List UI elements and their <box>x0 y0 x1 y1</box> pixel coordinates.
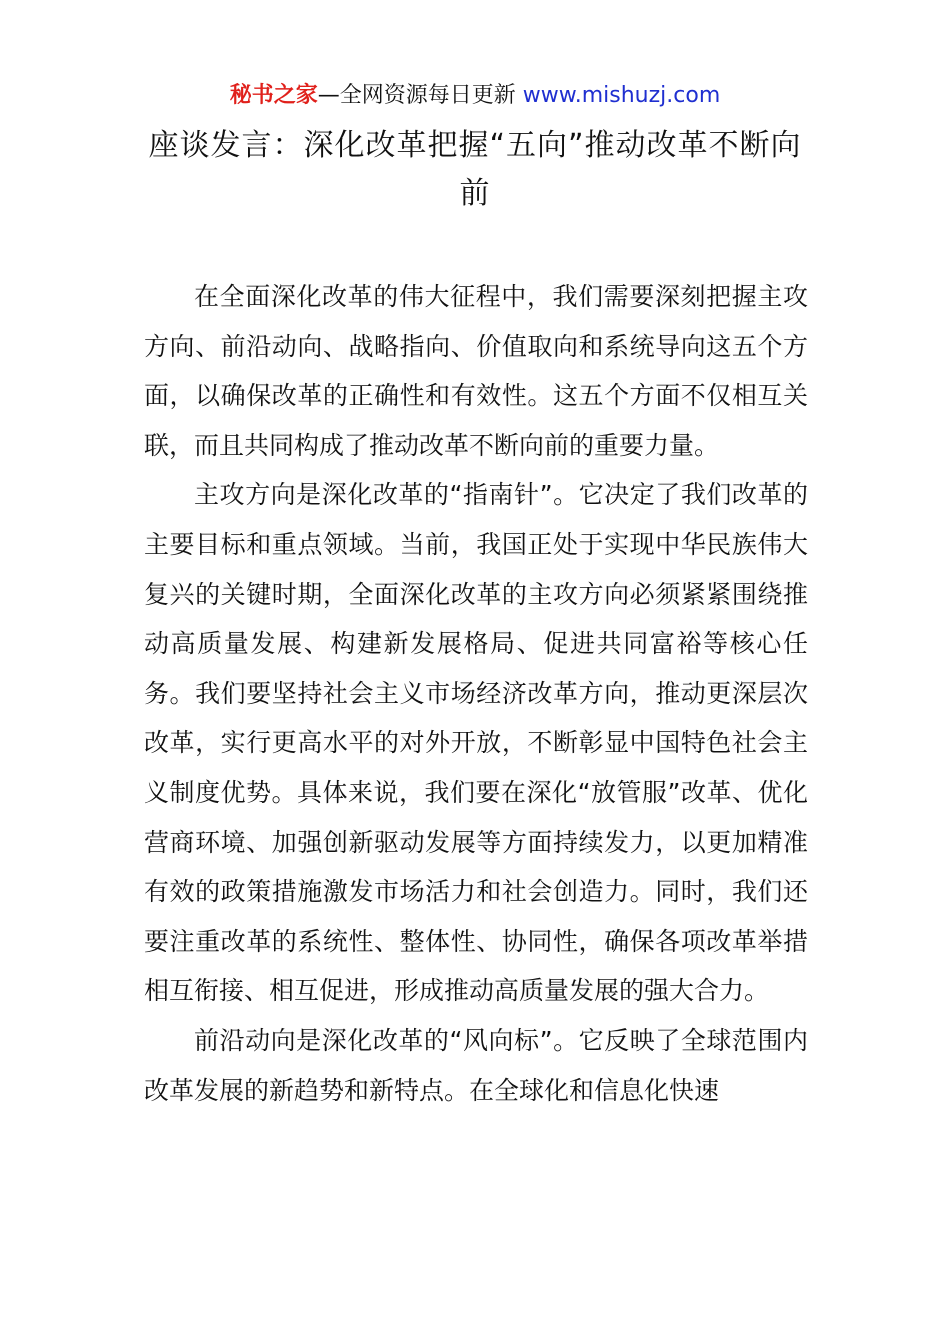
body-paragraph: 在全面深化改革的伟大征程中，我们需要深刻把握主攻方向、前沿动向、战略指向、价值取向和系统导向这五个方面，以确保改革的正确性和有效性。这五个方面不仅相互关联，而且共同构成了推动改革不断向前的重要力量。 <box>144 282 808 460</box>
site-brand: 秘书之家 <box>229 83 318 108</box>
document-title: 座谈发言：深化改革把握“五向”推动改革不断向前 <box>148 128 802 211</box>
site-url-link[interactable]: www.mishuzj.com <box>522 83 721 108</box>
body-paragraph: 主攻方向是深化改革的“指南针”。它决定了我们改革的主要目标和重点领域。当前，我国正处于实现中华民族伟大复兴的关键时期，全面深化改革的主攻方向必须紧紧围绕推动高质量发展、构建新发展格局、促进共同富裕等核心任务。我们要坚持社会主义市场经济改革方向，推动更深层次改革，实行更高水平的对外开放，不断彰显中国特色社会主义制度优势。具体来说，我们要在深化“放管服”改革、优化营商环境、加强创新驱动发展等方面持续发力，以更加精准有效的政策措施激发市场活力和社会创造力。同时，我们还要注重改革的系统性、整体性、协同性，确保各项改革举措相互衔接、相互促进，形成推动高质量发展的强大合力。 <box>144 480 808 1006</box>
site-tagline: —全网资源每日更新 <box>317 83 516 108</box>
document-body <box>144 272 808 1115</box>
body-paragraph: 前沿动向是深化改革的“风向标”。它反映了全球范围内改革发展的新趋势和新特点。在全球化和信息化快速 <box>144 1025 808 1105</box>
site-header <box>0 80 950 112</box>
